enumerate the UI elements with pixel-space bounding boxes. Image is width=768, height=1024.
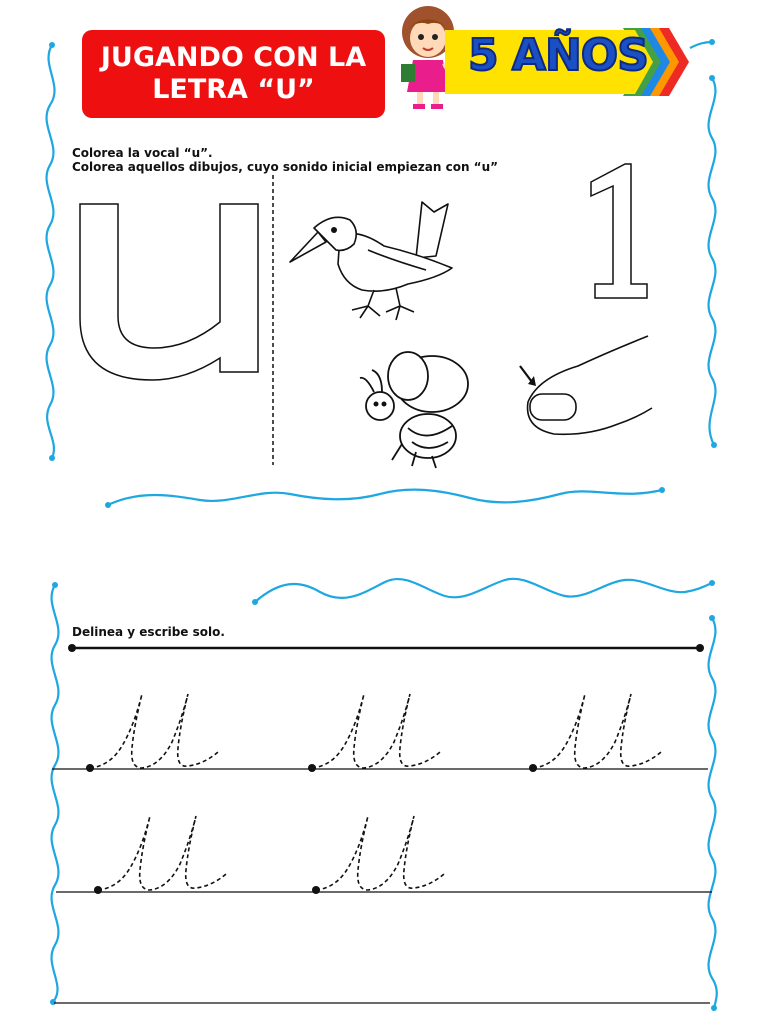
bee-drawing: [356, 348, 476, 468]
instruction-trace-write: Delinea y escribe solo.: [72, 625, 225, 639]
title-line-1: JUGANDO CON LA: [100, 42, 367, 73]
vertical-dashed-divider: [271, 175, 275, 465]
worksheet-title: [82, 30, 385, 118]
title-line-2: LETRA “U”: [152, 74, 315, 105]
writing-top-line: [68, 643, 708, 653]
big-letter-u-outline: [76, 198, 276, 388]
fingernail-drawing: [518, 332, 658, 442]
age-badge-text: 5 AÑOS: [468, 30, 648, 81]
trace-u-row1: [80, 686, 700, 776]
instruction-color-vowel: Colorea la vocal “u”.: [72, 146, 213, 160]
trace-u-row2: [88, 808, 488, 898]
bird-drawing: [288, 198, 458, 328]
instruction-color-pictures: Colorea aquellos dibujos, cuyo sonido inicial empiezan con “u”: [72, 160, 498, 174]
number-one-outline: [585, 160, 655, 300]
